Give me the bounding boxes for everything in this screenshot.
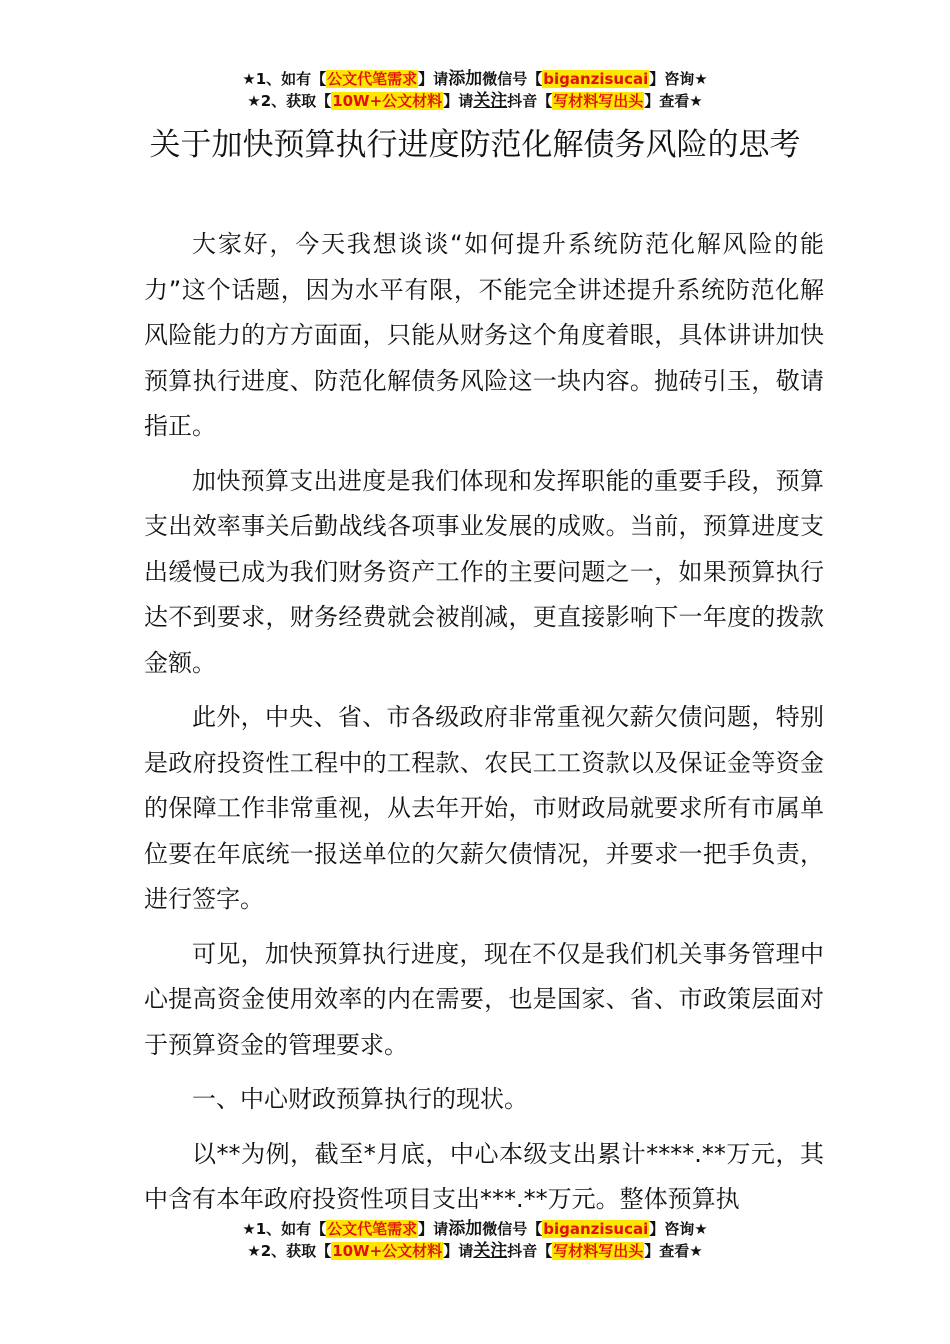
paragraph-conclusion: 可见，加快预算执行进度，现在不仅是我们机关事务管理中心提高资金使用效率的内在需要，也是国家、省、市政策层面对于预算资金的管理要求。 [144, 939, 824, 1059]
promo-line2-highlight-douyin: 写材料写出头 [553, 92, 644, 110]
promo-footer-line1-suffix: 】咨询★ [649, 1220, 708, 1238]
promo-footer-line2-highlight-materials: 10W+公文材料 [332, 1242, 443, 1260]
promo-line1-mid1: 】请 [418, 70, 449, 88]
promo-line2-suffix: 】查看★ [644, 92, 703, 110]
promo-line1-highlight-service: 公文代笔需求 [327, 70, 418, 88]
promo-header [0, 68, 950, 112]
paragraph-budget-progress: 加快预算支出进度是我们体现和发挥职能的重要手段，预算支出效率事关后勤战线各项事业发展的成败。当前，预算进度支出缓慢已成为我们财务资产工作的主要问题之一，如果预算执行达不到要求，财务经费就会被削减，更直接影响下一年度的拨款金额。 [144, 466, 824, 677]
promo-footer-line1-mid2: 微信号【 [482, 1220, 543, 1238]
promo-line1-suffix: 】咨询★ [649, 70, 708, 88]
promo-line-1 [0, 68, 950, 90]
document-body [144, 222, 824, 1232]
promo-footer-line2-highlight-douyin: 写材料写出头 [553, 1242, 644, 1260]
promo-line2-emphasis: 关注 [473, 91, 508, 111]
promo-line1-highlight-wechat: biganzisucai [543, 70, 649, 88]
promo-line2-mid1: 】请 [443, 92, 474, 110]
promo-line1-prefix: ★1、如有【 [242, 70, 327, 88]
promo-footer-line1-highlight-service: 公文代笔需求 [327, 1220, 418, 1238]
promo-footer-line2-emphasis: 关注 [473, 1241, 508, 1261]
promo-footer-line-1 [0, 1218, 950, 1240]
promo-footer-line1-mid1: 】请 [418, 1220, 449, 1238]
promo-line1-emphasis: 添加 [448, 69, 483, 89]
promo-footer-line2-prefix: ★2、获取【 [247, 1242, 332, 1260]
promo-footer-line1-highlight-wechat: biganzisucai [543, 1220, 649, 1238]
document-title: 关于加快预算执行进度防范化解债务风险的思考 [149, 127, 801, 163]
paragraph-wage-arrears: 此外，中央、省、市各级政府非常重视欠薪欠债问题，特别是政府投资性工程中的工程款、农民工工资款以及保证金等资金的保障工作非常重视，从去年开始，市财政局就要求所有市属单位要在年底统一报送单位的欠薪欠债情况，并要求一把手负责，进行签字。 [144, 703, 824, 913]
section-heading-1: 一、中心财政预算执行的现状。 [192, 1085, 528, 1113]
promo-footer-line-2 [0, 1240, 950, 1262]
promo-line2-prefix: ★2、获取【 [247, 92, 332, 110]
promo-footer-line2-suffix: 】查看★ [644, 1242, 703, 1260]
paragraph-greeting: 大家好，今天我想谈谈“如何提升系统防范化解风险的能力”这个话题，因为水平有限，不能完全讲述提升系统防范化解风险能力的方方面面，只能从财务这个角度着眼，具体讲讲加快预算执行进度、防范化解债务风险这一块内容。抛砖引玉，敬请指正。 [144, 230, 824, 440]
promo-line1-mid2: 微信号【 [482, 70, 543, 88]
promo-footer-line2-mid1: 】请 [443, 1242, 474, 1260]
promo-line2-mid2: 抖音【 [507, 92, 553, 110]
promo-footer-line1-prefix: ★1、如有【 [242, 1220, 327, 1238]
promo-line2-highlight-materials: 10W+公文材料 [332, 92, 443, 110]
paragraph-status-example: 以**为例，截至*月底，中心本级支出累计****.**万元，其中含有本年政府投资性项目支出***.**万元。整体预算执 [144, 1139, 824, 1213]
promo-footer-line2-mid2: 抖音【 [507, 1242, 553, 1260]
promo-footer-line1-emphasis: 添加 [448, 1219, 483, 1239]
promo-footer [0, 1218, 950, 1262]
promo-line-2 [0, 90, 950, 112]
